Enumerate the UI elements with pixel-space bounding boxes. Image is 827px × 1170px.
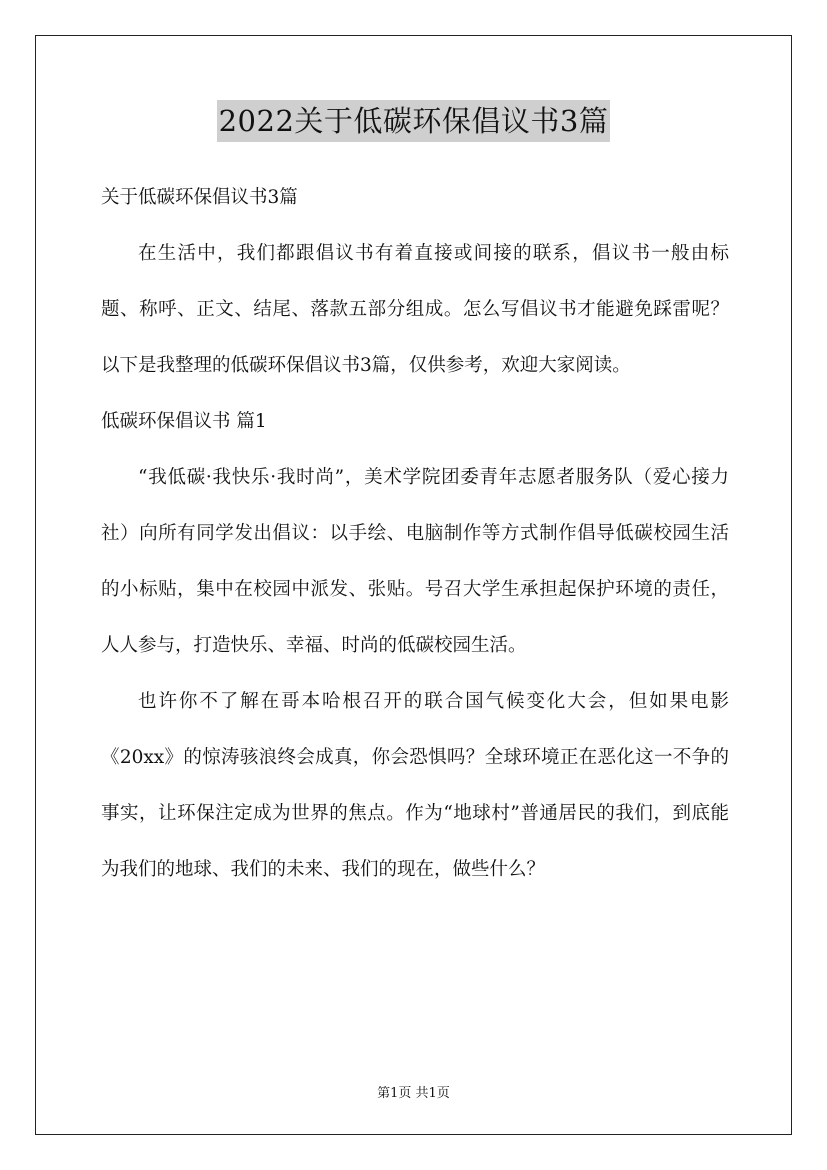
document-body	[101, 170, 729, 898]
section-heading: 低碳环保倡议书 篇1	[101, 411, 267, 432]
intro-paragraph: 在生活中，我们都跟倡议书有着直接或间接的联系，倡议书一般由标题、称呼、正文、结尾、落款五部分组成。怎么写倡议书才能避免踩雷呢？以下是我整理的低碳环保倡议书3篇，仅供参考，欢迎大家阅读。	[101, 243, 729, 376]
document-subtitle: 关于低碳环保倡议书3篇	[101, 187, 298, 208]
body-paragraph: 也许你不了解在哥本哈根召开的联合国气候变化大会，但如果电影《20xx》的惊涛骇浪终会成真，你会恐惧吗？全球环境正在恶化这一不争的事实，让环保注定成为世界的焦点。作为“地球村”普通居民的我们，到底能为我们的地球、我们的未来、我们的现在，做些什么？	[101, 691, 729, 880]
body-paragraph: “我低碳·我快乐·我时尚”，美术学院团委青年志愿者服务队（爱心接力社）向所有同学发出倡议：以手绘、电脑制作等方式制作倡导低碳校园生活的小标贴，集中在校园中派发、张贴。号召大学生承担起保护环境的责任，人人参与，打造快乐、幸福、时尚的低碳校园生活。	[101, 467, 729, 656]
document-title: 2022关于低碳环保倡议书3篇	[217, 100, 611, 142]
page-footer: 第1页 共1页	[377, 1086, 450, 1101]
title-container	[0, 100, 827, 142]
